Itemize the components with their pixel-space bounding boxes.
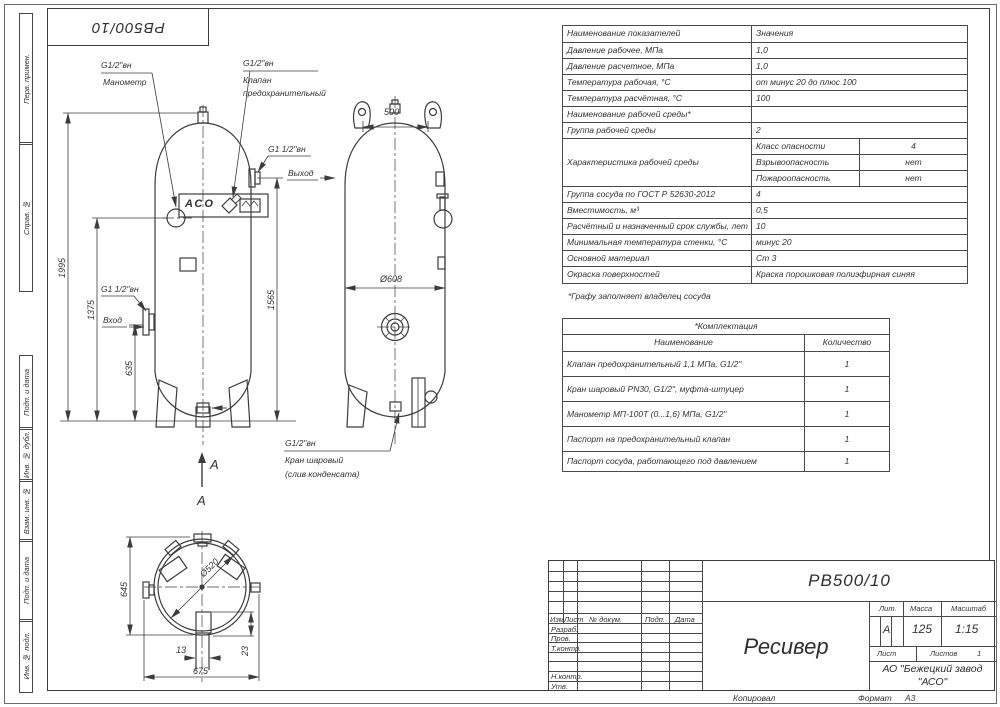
section-arrow-letter: А <box>210 457 219 472</box>
table-row <box>563 250 967 266</box>
spec-value: Ст 3 <box>751 251 967 266</box>
spec-table <box>562 25 968 284</box>
spec-header-value: Значения <box>751 26 967 42</box>
tb-mass-label: Масса <box>910 604 933 613</box>
spec-characteristic-block <box>563 138 967 186</box>
grid-line <box>549 613 703 614</box>
spec-name: Давление расчетное, МПа <box>567 61 675 71</box>
spec-name: Группа сосуда по ГОСТ Р 52630-2012 <box>567 189 716 199</box>
tb-company-line2: "АСО" <box>917 675 948 688</box>
kit-item-name: Паспорт на предохранительный клапан <box>567 433 731 444</box>
table-row <box>563 42 967 58</box>
margin-label: Подп. и дата <box>21 369 31 416</box>
table-row <box>563 122 967 138</box>
spec-value: 100 <box>751 91 967 106</box>
title-block <box>548 560 995 691</box>
tb-scale-label: Масштаб <box>951 604 987 613</box>
front-dimensions <box>60 113 296 421</box>
kit-item-name: Манометр МП-100Т (0...1,6) МПа, G1/2" <box>567 408 727 419</box>
tb-role-razrab: Разраб. <box>551 625 579 634</box>
spec-sub-name: Класс опасности <box>751 139 859 154</box>
table-row <box>563 218 967 234</box>
kit-item-qty: 1 <box>804 377 889 401</box>
spec-value: минус 20 <box>751 235 967 250</box>
spec-sub-name: Пожароопасность <box>751 171 859 186</box>
bottom-dimensions <box>126 537 259 681</box>
table-row <box>563 186 967 202</box>
table-row <box>563 401 889 426</box>
tb-designation: PB500/10 <box>808 571 891 590</box>
spec-value <box>751 107 967 122</box>
rotated-designation-text: PB500/10 <box>91 18 165 36</box>
manometer-label: Манометр <box>103 77 147 87</box>
grid-line <box>916 646 917 661</box>
drain-label-1: Кран шаровый <box>285 455 344 465</box>
grid-line <box>869 646 996 647</box>
tb-company <box>869 661 996 690</box>
safety-valve-label-2: предохранительный <box>243 88 326 98</box>
table-row <box>563 90 967 106</box>
kit-item-name: Клапан предохранительный 1,1 МПа, G1/2" <box>567 358 742 369</box>
table-row <box>751 139 967 154</box>
spec-value: 1,0 <box>751 43 967 58</box>
spec-footnote: *Графу заполняет владелец сосуда <box>568 291 711 301</box>
front-leaders <box>101 71 335 487</box>
grid-line <box>549 591 703 592</box>
spec-header-name: Наименование показателей <box>567 28 681 38</box>
spec-sub-name: Взрывоопасность <box>751 155 859 170</box>
spec-characteristic-label: Характеристика рабочей среды <box>567 157 699 167</box>
dim-manometer-height: 1375 <box>86 299 96 320</box>
grid-line <box>941 601 942 646</box>
footer-format-label: Формат <box>858 693 892 703</box>
tb-lit-label: Лит. <box>879 604 897 613</box>
footer-copied-label: Копировал <box>733 693 776 703</box>
spec-name: Наименование рабочей среды* <box>567 109 691 119</box>
spec-name: Минимальная температура стенки, °С <box>567 237 728 247</box>
spec-name: Окраска поверхностей <box>567 269 660 279</box>
dim-shell-diameter: Ø608 <box>380 274 403 284</box>
grid-line <box>869 601 996 602</box>
table-row <box>563 266 967 283</box>
spec-name: Расчётный и назначенный срок службы, лет <box>567 221 748 231</box>
margin-label: Инв. № подл. <box>21 632 31 680</box>
safety-valve-thread-label: G1/2"вн <box>243 58 274 68</box>
kit-item-name: Паспорт сосуда, работающего под давлением <box>567 456 757 466</box>
section-view-letter: А <box>197 493 206 508</box>
spec-name: Вместимость, м³ <box>567 205 639 215</box>
tb-lit-value: А <box>883 624 891 636</box>
grid-line <box>549 642 703 643</box>
drain-thread-label: G1/2"вн <box>285 438 316 448</box>
drain-label-2: (слив конденсата) <box>285 469 360 479</box>
tb-role-tkontr: Т.контр. <box>551 644 582 653</box>
spec-name: Температура расчётная, °С <box>567 93 683 103</box>
spec-value: 0,5 <box>751 203 967 218</box>
dim-inlet-height: 635 <box>124 360 134 376</box>
dim-total-height: 1995 <box>57 257 67 278</box>
dim-drain-width: 13 <box>176 645 187 655</box>
front-centerlines <box>162 105 203 445</box>
table-row <box>563 202 967 218</box>
tb-company-line1: АО "Бежецкий завод <box>882 662 983 675</box>
dim-plan-width: 675 <box>193 666 209 676</box>
grid-line <box>549 581 703 582</box>
kit-col-name: Наименование <box>654 337 713 347</box>
safety-valve-label-1: Клапан <box>243 75 272 85</box>
tb-podp-label: Подп. <box>645 615 665 624</box>
spec-value: Краска порошковая полиэфирная синяя <box>751 267 967 283</box>
tb-role-utv: Утв. <box>551 682 569 691</box>
side-view <box>345 100 452 427</box>
spec-sub-value: нет <box>859 171 967 186</box>
grid-line <box>549 601 703 602</box>
spec-value: 2 <box>751 123 967 138</box>
kit-item-name: Кран шаровый PN30, G1/2", муфта-штуцер <box>567 383 744 394</box>
margin-label: Подп. и дата <box>21 557 31 604</box>
dim-bolt-circle: Ø520 <box>198 556 221 580</box>
table-row <box>563 376 889 401</box>
outlet-label: Выход <box>288 168 314 178</box>
grid-line <box>880 616 881 646</box>
tb-sheet-label: Лист <box>877 649 897 658</box>
kit-title-row <box>563 319 889 334</box>
dim-plan-height: 645 <box>119 581 129 597</box>
spec-value: 4 <box>751 187 967 202</box>
kit-table <box>562 318 890 472</box>
inlet-label: Вход <box>103 315 122 325</box>
grid-line <box>549 571 703 572</box>
spec-name: Давление рабочее, МПа <box>567 45 664 55</box>
footer-format-value: А3 <box>905 693 916 703</box>
spec-sub-value: нет <box>859 155 967 170</box>
kit-item-qty: 1 <box>804 452 889 471</box>
tb-data-label: Дата <box>675 615 695 624</box>
inlet-thread-label: G1 1/2"вн <box>101 284 139 294</box>
table-row <box>563 351 889 376</box>
kit-item-qty: 1 <box>804 402 889 426</box>
tb-product-name: Ресивер <box>703 601 869 691</box>
margin-label: Инв. № дубл. <box>21 430 31 478</box>
table-row <box>563 451 889 471</box>
dim-lug-span: 500 <box>384 107 400 117</box>
table-row <box>563 234 967 250</box>
grid-line <box>891 616 892 646</box>
table-row <box>563 106 967 122</box>
table-row <box>751 170 967 186</box>
tb-role-nkontr: Н.контр. <box>551 672 583 681</box>
bottom-centerlines <box>144 531 260 682</box>
table-row <box>751 154 967 170</box>
margin-label: Перв. примен. <box>21 54 31 104</box>
tb-izm-label: Изм. <box>550 615 566 624</box>
spec-value: от минус 20 до плюс 100 <box>751 75 967 90</box>
spec-characteristic-rows <box>751 139 967 186</box>
dim-outlet-height: 1565 <box>266 289 276 310</box>
margin-label: Справ. № <box>21 199 31 235</box>
table-row <box>563 426 889 451</box>
kit-item-qty: 1 <box>804 352 889 376</box>
tb-sheets-label: Листов <box>930 649 958 658</box>
tb-sheets-value: 1 <box>977 649 982 658</box>
tb-mass-value: 125 <box>912 622 933 636</box>
kit-col-qty: Количество <box>804 335 889 351</box>
kit-title: *Комплектация <box>694 321 758 331</box>
tb-list-label: Лист <box>564 615 584 624</box>
vessel-logo-text: АСО <box>185 198 215 210</box>
spec-value: 10 <box>751 219 967 234</box>
table-row <box>563 334 889 351</box>
margin-label: Взам. инв. № <box>21 486 31 535</box>
table-row <box>563 58 967 74</box>
grid-line <box>869 616 996 617</box>
spec-value: 1,0 <box>751 59 967 74</box>
spec-name: Основной материал <box>567 253 650 263</box>
tb-ndoc-label: № докум. <box>589 615 623 624</box>
outlet-thread-label: G1 1/2"вн <box>268 144 306 154</box>
spec-sub-value: 4 <box>859 139 967 154</box>
table-row <box>563 74 967 90</box>
table-row <box>563 26 967 42</box>
grid-line <box>549 661 703 662</box>
tb-role-prov: Пров. <box>551 634 571 643</box>
spec-name: Температура рабочая, °С <box>567 77 671 87</box>
spec-name: Группа рабочей среды <box>567 125 656 135</box>
manometer-thread-label: G1/2"вн <box>101 60 132 70</box>
front-view <box>143 107 268 427</box>
grid-line <box>903 601 904 646</box>
kit-item-qty: 1 <box>804 427 889 451</box>
dim-drain-offset: 23 <box>240 645 250 656</box>
side-centerlines <box>377 96 413 445</box>
tb-scale-value: 1:15 <box>955 622 979 636</box>
